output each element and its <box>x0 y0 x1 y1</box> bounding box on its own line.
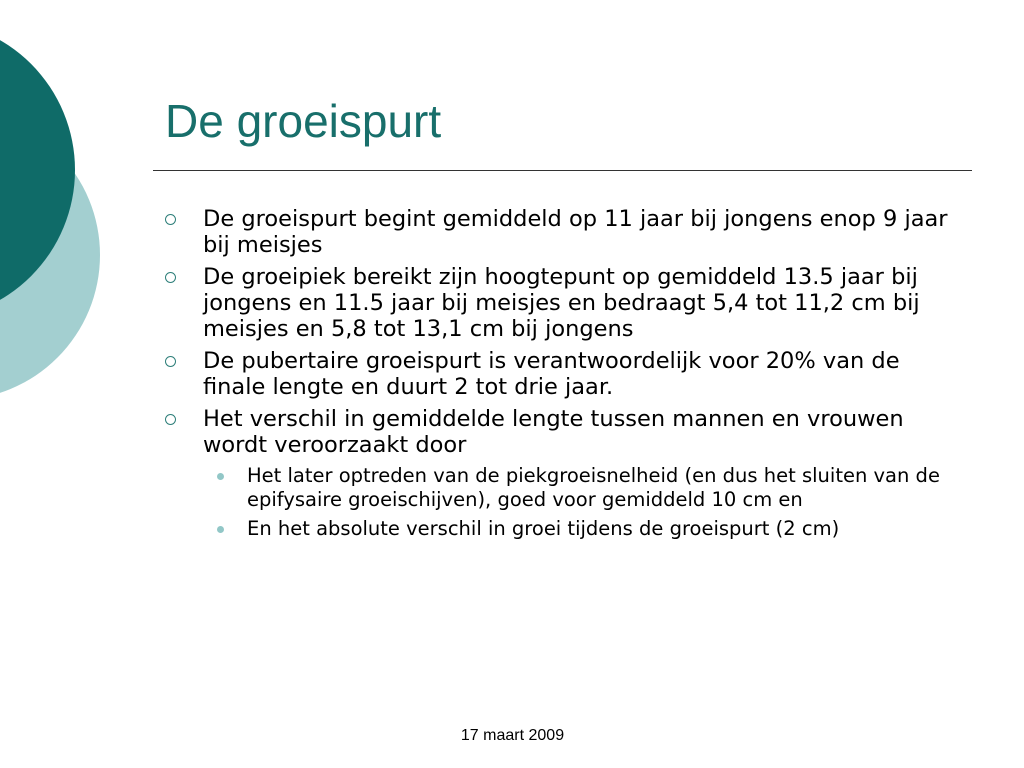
bullet-item <box>165 406 965 458</box>
bullet-text: De pubertaire groeispurt is verantwoordelijk voor 20% van de finale lengte en duurt 2 tot drie jaar. <box>203 348 900 400</box>
hollow-circle-bullet-icon <box>165 356 176 367</box>
hollow-circle-bullet-icon <box>165 272 176 283</box>
filled-dot-bullet-icon <box>217 526 224 533</box>
sub-bullet-item <box>165 464 965 511</box>
hollow-circle-bullet-icon <box>165 414 176 425</box>
bullet-item <box>165 206 965 258</box>
slide-body <box>165 206 965 547</box>
bullet-item <box>165 264 965 342</box>
bullet-text: Het verschil in gemiddelde lengte tussen mannen en vrouwen wordt veroorzaakt door <box>203 406 904 458</box>
sub-bullet-text: En het absolute verschil in groei tijdens de groeispurt (2 cm) <box>247 517 840 540</box>
hollow-circle-bullet-icon <box>165 214 176 225</box>
sub-bullet-item <box>165 517 965 541</box>
slide-title: De groeispurt <box>165 95 442 147</box>
bullet-text: De groeipiek bereikt zijn hoogtepunt op gemiddeld 13.5 jaar bij jongens en 11.5 jaar bij meisjes en bedraagt 5,4 tot 11,2 cm bij meisjes en 5,8 tot 13,1 cm bij jongens <box>203 264 920 342</box>
sub-bullet-text: Het later optreden van de piekgroeisnelheid (en dus het sluiten van de epifysaire groeischijven), goed voor gemiddeld 10 cm en <box>247 464 940 511</box>
footer-date: 17 maart 2009 <box>460 727 565 744</box>
filled-dot-bullet-icon <box>217 473 224 480</box>
title-divider <box>153 170 972 171</box>
bullet-item <box>165 348 965 400</box>
bullet-text: De groeispurt begint gemiddeld op 11 jaar bij jongens enop 9 jaar bij meisjes <box>203 206 948 258</box>
decorative-circles <box>0 0 110 420</box>
